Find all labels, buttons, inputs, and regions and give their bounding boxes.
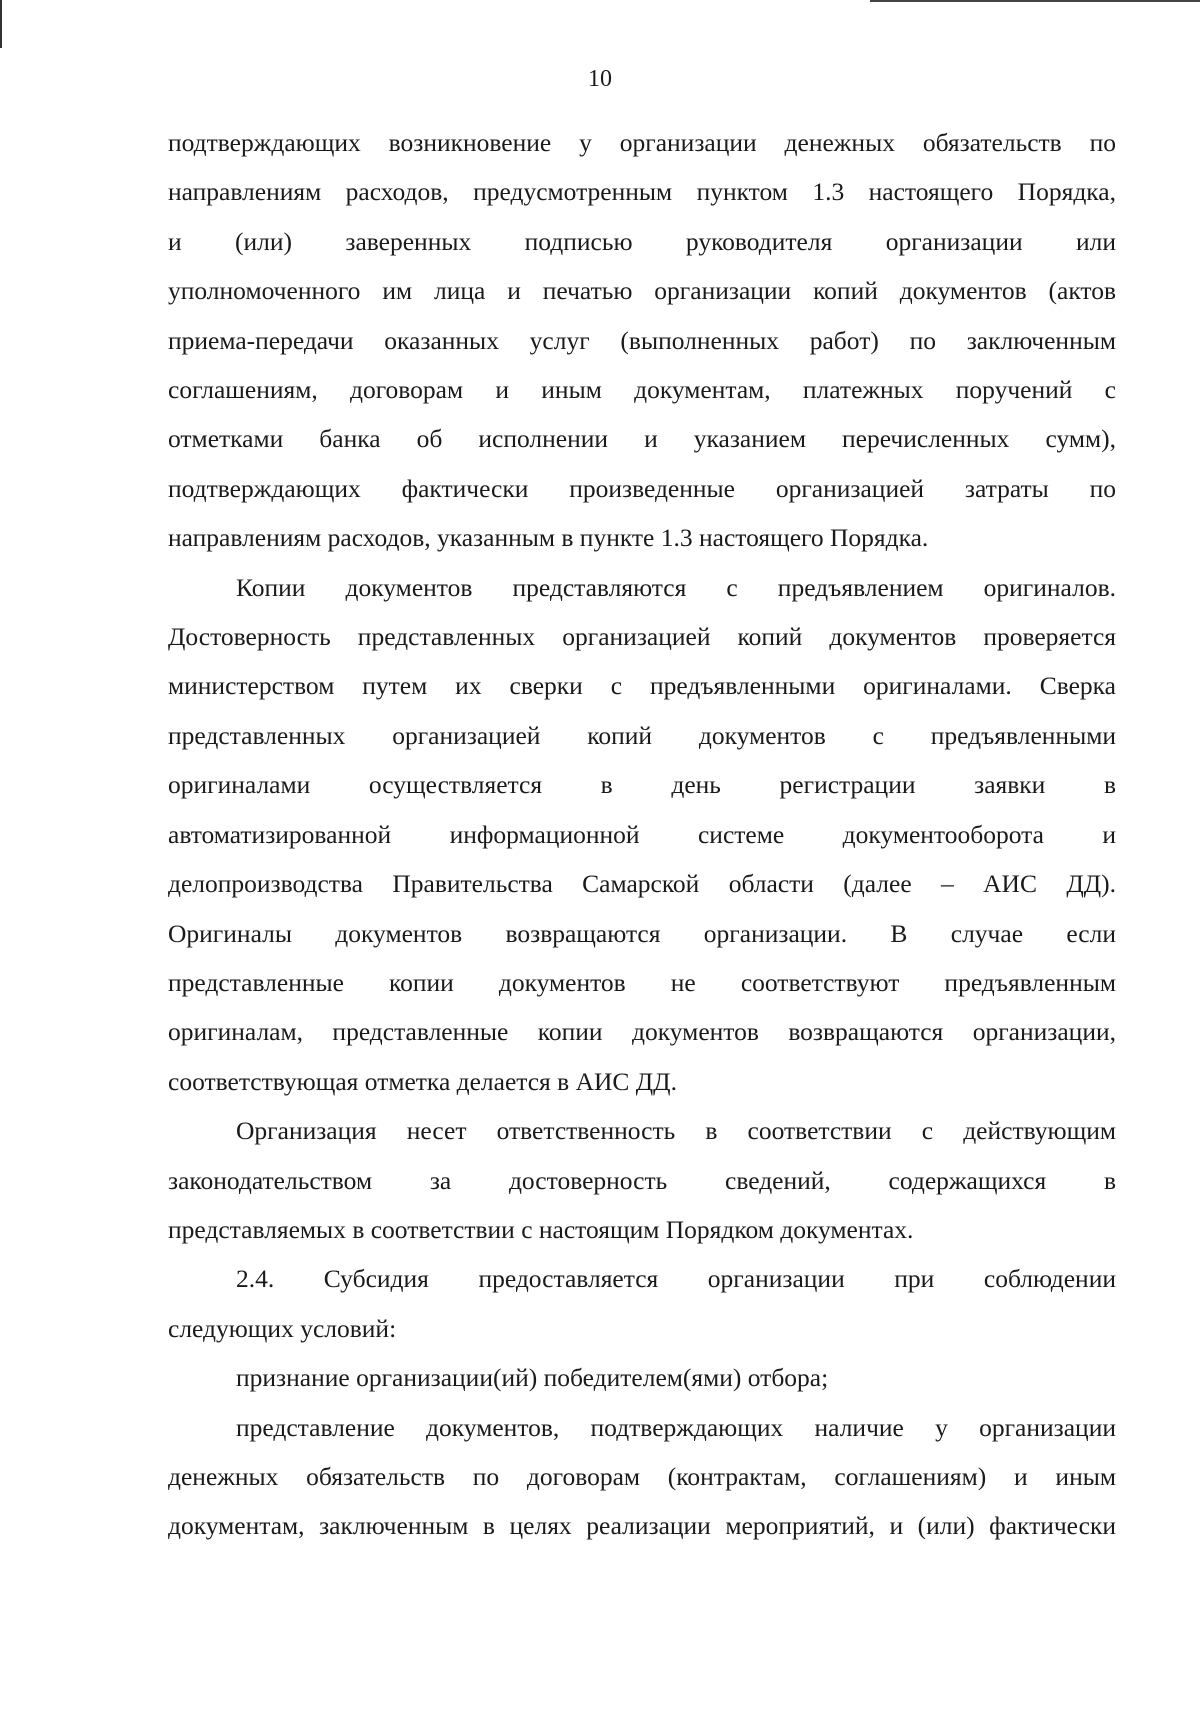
text-line: представление документов, подтверждающих наличие у организации xyxy=(236,1412,1116,1442)
text-line: представляемых в соответствии с настоящим Порядком документах. xyxy=(168,1214,914,1244)
text-line: подтверждающих возникновение у организации денежных обязательств по xyxy=(168,128,1116,157)
text-line: признание организации(ий) победителем(ями) отбора; xyxy=(236,1363,829,1393)
text-line: отметками банка об исполнении и указанием перечисленных сумм), xyxy=(168,424,1116,454)
text-line: оригиналам, представленные копии документов возвращаются организации, xyxy=(168,1017,1116,1047)
scan-edge-line xyxy=(870,0,1200,2)
text-line: Копии документов представляются с предъявлением оригиналов. xyxy=(236,572,1116,602)
text-line: следующих условий: xyxy=(168,1313,397,1343)
text-line: уполномоченного им лица и печатью организации копий документов (актов xyxy=(168,276,1116,306)
text-line: делопроизводства Правительства Самарской области (далее – АИС ДД). xyxy=(168,869,1116,899)
text-line: представленные копии документов не соответствуют предъявленным xyxy=(168,967,1116,997)
paragraph-section-2-4 xyxy=(168,1254,1116,1353)
text-line: подтверждающих фактически произведенные организацией затраты по xyxy=(168,473,1116,503)
paragraph-continuation xyxy=(168,118,1116,563)
text-line: 2.4. Субсидия предоставляется организации при соблюдении xyxy=(236,1264,1116,1294)
text-line: Организация несет ответственность в соответствии с действующим xyxy=(236,1116,1116,1146)
text-line: Оригиналы документов возвращаются организации. В случае если xyxy=(168,918,1116,948)
text-line: соответствующая отметка делается в АИС ДД. xyxy=(168,1066,677,1096)
scan-edge-mark xyxy=(0,0,2,48)
text-line: оригиналами осуществляется в день регистрации заявки в xyxy=(168,770,1116,800)
text-line: направлениям расходов, указанным в пункте 1.3 настоящего Порядка. xyxy=(168,523,929,553)
text-line: Достоверность представленных организацией копий документов проверяется xyxy=(168,622,1116,652)
page-number: 10 xyxy=(588,66,612,92)
text-line: и (или) заверенных подписью руководителя организации или xyxy=(168,226,1116,256)
text-line: министерством путем их сверки с предъявленными оригиналами. Сверка xyxy=(168,671,1116,701)
text-line: представленных организацией копий документов с предъявленными xyxy=(168,720,1116,750)
document-body xyxy=(168,118,1116,1551)
text-line: соглашениям, договорам и иным документам, платежных поручений с xyxy=(168,375,1116,405)
text-line: автоматизированной информационной системе документооборота и xyxy=(168,819,1116,849)
paragraph-condition-documents xyxy=(168,1403,1116,1551)
text-line: направлениям расходов, предусмотренным пунктом 1.3 настоящего Порядка, xyxy=(168,177,1116,207)
paragraph-copies xyxy=(168,563,1116,1106)
text-line: законодательством за достоверность сведений, содержащихся в xyxy=(168,1165,1116,1195)
text-line: документам, заключенным в целях реализации мероприятий, и (или) фактически xyxy=(168,1511,1116,1541)
text-line: денежных обязательств по договорам (контрактам, соглашениям) и иным xyxy=(168,1461,1116,1491)
text-line: приема-передачи оказанных услуг (выполненных работ) по заключенным xyxy=(168,325,1116,355)
paragraph-condition-selection xyxy=(168,1353,1116,1402)
paragraph-responsibility xyxy=(168,1106,1116,1254)
